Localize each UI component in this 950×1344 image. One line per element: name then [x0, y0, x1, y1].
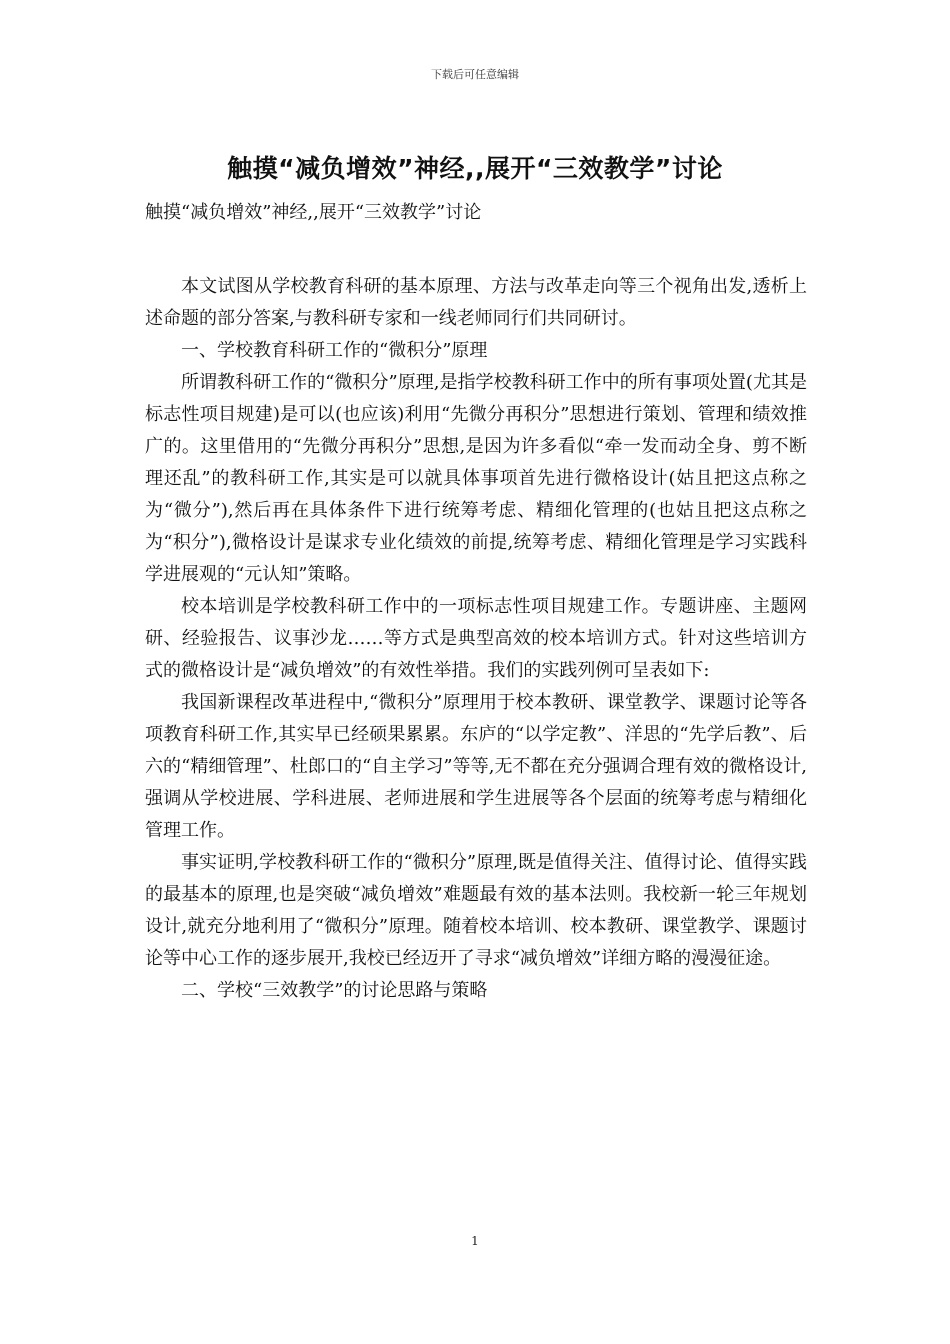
- section-heading: 一、学校教育科研工作的“微积分”原理: [181, 340, 488, 361]
- paragraph: 我国新课程改革进程中,“微积分”原理用于校本教研、课堂教学、课题讨论等各项教育科研工作,其实早已经硕果累累。东庐的“以学定教”、洋思的“先学后教”、后六的“精细管理”、杜郎口的“自主学习”等等,无不都在充分强调合理有效的微格设计,强调从学校进展、学科进展、老师进展和学生进展等各个层面的统筹考虑与精细化管理工作。: [145, 692, 807, 841]
- paragraph: 所谓教科研工作的“微积分”原理,是指学校教科研工作中的所有事项处置(尤其是标志性项目规建)是可以(也应该)利用“先微分再积分”思想进行策划、管理和绩效推广的。这里借用的“先微分再积分”思想,是因为许多看似“牵一发而动全身、剪不断理还乱”的教科研工作,其实是可以就具体事项首先进行微格设计(姑且把这点称之为“微分”),然后再在具体条件下进行统筹考虑、精细化管理的(也姑且把这点称之为“积分”),微格设计是谋求专业化绩效的前提,统筹考虑、精细化管理是学习实践科学进展观的“元认知”策略。: [145, 372, 807, 585]
- paragraph: 事实证明,学校教科研工作的“微积分”原理,既是值得关注、值得讨论、值得实践的最基本的原理,也是突破“减负增效”难题最有效的基本法则。我校新一轮三年规划设计,就充分地利用了“微积分”原理。随着校本培训、校本教研、课堂教学、课题讨论等中心工作的逐步展开,我校已经迈开了寻求“减负增效”详细方略的漫漫征途。: [145, 852, 807, 969]
- header-note: 下载后可任意编辑: [431, 68, 519, 81]
- page-number: 1: [471, 1234, 479, 1248]
- paragraph: 校本培训是学校教科研工作中的一项标志性项目规建工作。专题讲座、主题网研、经验报告、议事沙龙……等方式是典型高效的校本培训方式。针对这些培训方式的微格设计是“减负增效”的有效性举措。我们的实践列例可呈表如下:: [145, 596, 807, 681]
- document-title: 触摸“减负增效”神经,,展开“三效教学”讨论: [227, 154, 723, 183]
- paragraph: 本文试图从学校教育科研的基本原理、方法与改革走向等三个视角出发,透析上述命题的部分答案,与教科研专家和一线老师同行们共同研讨。: [145, 276, 807, 329]
- section-heading: 二、学校“三效教学”的讨论思路与策略: [181, 980, 488, 1001]
- document-body: [145, 271, 807, 1007]
- document-subtitle: 触摸“减负增效”神经,,展开“三效教学”讨论: [145, 202, 482, 223]
